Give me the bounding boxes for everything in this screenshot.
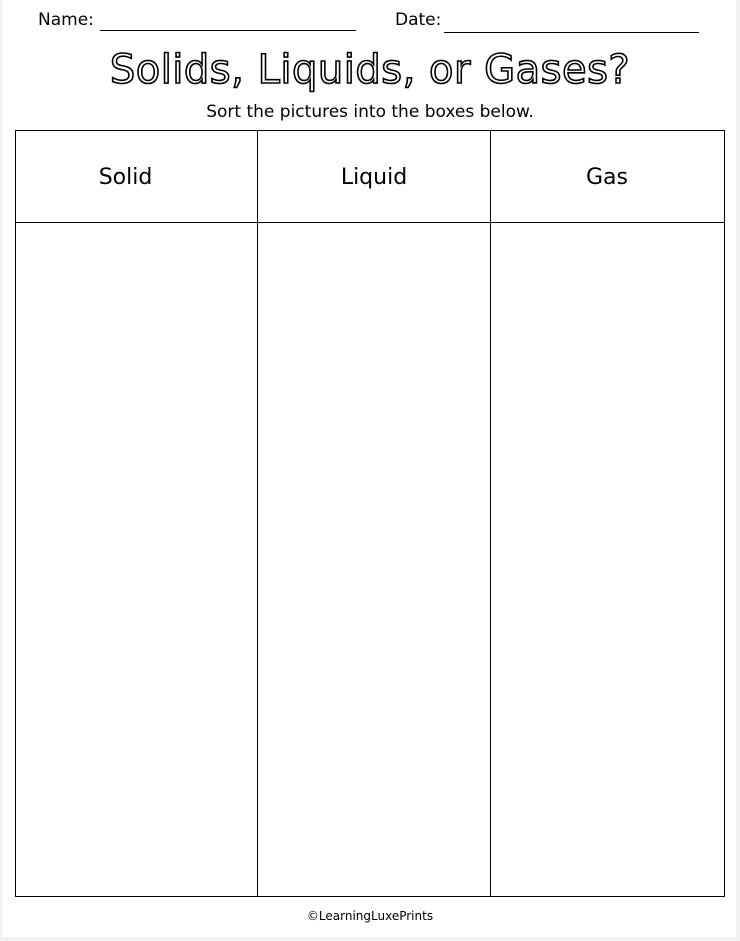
date-label: Date: [395,10,442,30]
instructions-text: Sort the pictures into the boxes below. [206,102,534,122]
column-header-solid: Solid [98,164,153,190]
liquid-sort-box[interactable] [258,224,489,896]
worksheet-title: Solids, Liquids, or Gases? [109,47,631,93]
solid-sort-box[interactable] [16,224,256,896]
column-header-gas: Gas [586,164,628,190]
copyright-footer: ©LearningLuxePrints [306,909,434,923]
sorting-table [15,130,725,897]
name-label: Name: [38,10,94,30]
name-blank-line [100,30,356,31]
gas-sort-box[interactable] [491,224,723,896]
date-blank-line [444,32,699,33]
column-header-liquid: Liquid [340,164,408,190]
